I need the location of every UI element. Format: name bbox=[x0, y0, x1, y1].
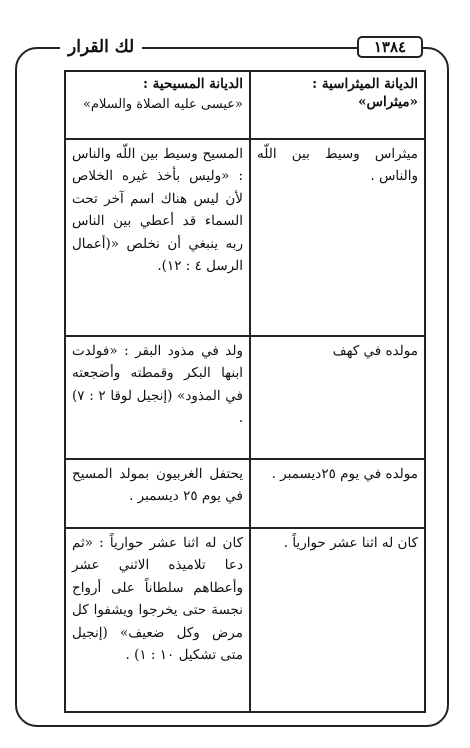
header-christianity-label: الديانة المسيحية : bbox=[142, 76, 243, 92]
table-row bbox=[65, 528, 425, 712]
cell-mithraism: مولده في يوم ٢٥ديسمبر . bbox=[250, 459, 425, 528]
cell-mithraism: كان له اثنا عشر حوارياً . bbox=[250, 528, 425, 712]
header-mithraism bbox=[250, 71, 425, 139]
cell-christianity: كان له اثنا عشر حوارياً : «ثم دعا تلاميذه الاثني عشر وأعطاهم سلطاناً على أرواح نجسة حتى يخرجوا ويشفوا كل مرض وكل ضعيف» (إنجيل متى تشكيل ١٠ : ١) . bbox=[65, 528, 250, 712]
cell-christianity: ولد في مذود البقر : «فولدت ابنها البكر وقمطته وأضجعته في المذود» (إنجيل لوقا ٢ : ٧) . bbox=[65, 336, 250, 459]
cell-mithraism: ميثراس وسيط بين اللّه والناس . bbox=[250, 139, 425, 336]
table-row bbox=[65, 139, 425, 336]
header-christianity bbox=[65, 71, 250, 139]
cell-christianity: يحتفل الغربيون بمولد المسيح في يوم ٢٥ ديسمبر . bbox=[65, 459, 250, 528]
header-mithraism-label: الديانة الميثراسية : «ميثراس» bbox=[312, 76, 418, 110]
table-header-row bbox=[65, 71, 425, 139]
cell-christianity: المسيح وسيط بين اللّه والناس : «وليس بأخذ غيره الخلاص لأن ليس هناك اسم آخر تحت السماء قد أعطي بين الناس ربه ينبغي أن نخلص «(أعمال الرسل ٤ : ١٢). bbox=[65, 139, 250, 336]
table-row bbox=[65, 336, 425, 459]
cell-mithraism: مولده في كهف bbox=[250, 336, 425, 459]
header-christianity-subtitle: «عيسى عليه الصلاة والسلام» bbox=[82, 97, 243, 112]
page-number: ١٣٨٤ bbox=[357, 36, 423, 58]
table-row bbox=[65, 459, 425, 528]
running-header-title: لك القرار bbox=[60, 37, 142, 57]
comparison-table bbox=[64, 70, 426, 713]
